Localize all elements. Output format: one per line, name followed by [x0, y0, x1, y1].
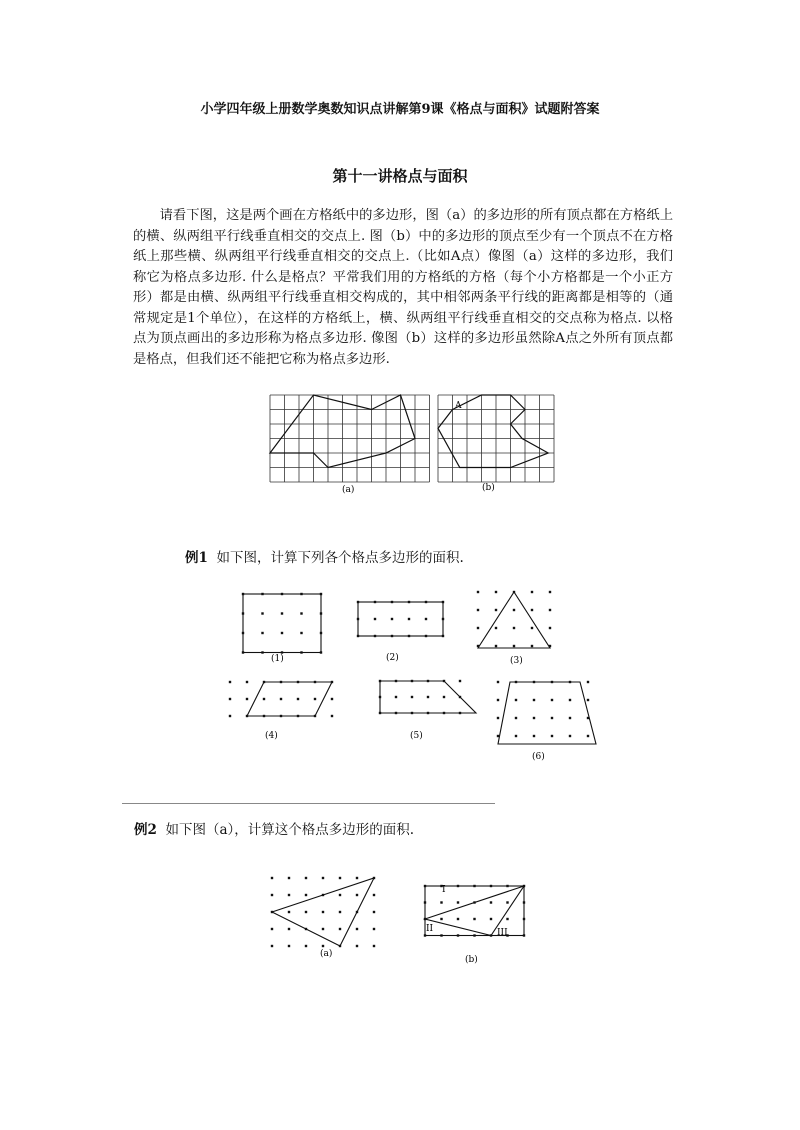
lattice-dot	[427, 696, 429, 698]
lattice-dot	[506, 901, 508, 903]
lattice-dot	[443, 696, 445, 698]
lattice-dot	[288, 945, 290, 947]
intro-figures	[262, 392, 562, 498]
caption-ex1-5: (5)	[410, 731, 423, 741]
lattice-dot	[513, 627, 515, 629]
lattice-dot	[531, 591, 533, 593]
example-1-label: 例1	[185, 550, 208, 566]
point-a-label: A	[455, 401, 462, 411]
lattice-dot	[288, 911, 290, 913]
lattice-dot	[515, 735, 517, 737]
caption-ex2-b: (b)	[465, 955, 478, 965]
lattice-dot	[373, 894, 375, 896]
lattice-dot	[551, 717, 553, 719]
lattice-dot	[305, 945, 307, 947]
lattice-dot	[569, 717, 571, 719]
lattice-dot	[300, 632, 302, 634]
example-1-heading	[185, 546, 464, 566]
lattice-dot	[495, 591, 497, 593]
lattice-dot	[261, 612, 263, 614]
lesson-title: 第十一讲格点与面积	[332, 167, 468, 185]
lattice-dot	[506, 918, 508, 920]
lattice-dot	[339, 911, 341, 913]
lattice-dot	[395, 696, 397, 698]
lattice-dot	[374, 618, 376, 620]
lattice-dot	[587, 735, 589, 737]
lattice-dot	[373, 928, 375, 930]
lattice-dot	[497, 699, 499, 701]
lattice-dot	[271, 928, 273, 930]
lattice-dot	[331, 698, 333, 700]
lattice-dot	[300, 612, 302, 614]
lattice-dot	[495, 609, 497, 611]
lattice-dot	[322, 928, 324, 930]
intro-paragraph: 请看下图，这是两个画在方格纸中的多边形，图（a）的多边形的所有顶点都在方格纸上的横、纵两组平行线垂直相交的交点上. 图（b）中的多边形的顶点至少有一个顶点不在方格纸上那些横、纵两组平行线垂直相交的交点上.（比如A点）像图（a）这样的多边形，我们称它为格点多边形. 什么是格点？平常我们用的方格纸的方格（每个小方格都是一个小正方形）都是由横、纵两组平行线垂直相交构成的，其中相邻两条平行线的距离都是相等的（通常规定是1个单位），在这样的方格纸上，横、纵两组平行线垂直相交的交点称为格点. 以格点为顶点画出的多边形称为格点多边形. 像图（b）这样的多边形虽然除A点之外所有顶点都是格点，但我们还不能把它称为格点多边形.	[133, 208, 673, 367]
lattice-dot	[411, 696, 413, 698]
lattice-dot	[551, 735, 553, 737]
lattice-dot	[457, 901, 459, 903]
lattice-dot	[513, 645, 515, 647]
document-header: 小学四年级上册数学奥数知识点讲解第9课《格点与面积》试题附答案	[200, 102, 600, 117]
lattice-dot	[531, 609, 533, 611]
lattice-dot	[490, 918, 492, 920]
lattice-dot	[261, 632, 263, 634]
example-1-figures	[220, 582, 610, 767]
example-2-label: 例2	[134, 822, 157, 838]
caption-ex1-6: (6)	[532, 752, 545, 762]
lattice-dot	[425, 618, 427, 620]
lattice-dot	[569, 699, 571, 701]
region-label-2: II	[426, 924, 434, 934]
lattice-dot	[549, 627, 551, 629]
caption-ex1-3: (3)	[510, 656, 523, 666]
lattice-dot	[281, 632, 283, 634]
lattice-dot	[322, 911, 324, 913]
lattice-dot	[331, 715, 333, 717]
lattice-dot	[477, 591, 479, 593]
lattice-dot	[477, 609, 479, 611]
caption-fig-a: (a)	[342, 485, 355, 495]
caption-ex1-1: (1)	[271, 654, 284, 664]
rectangle-shape-1	[243, 594, 321, 653]
lattice-dot	[391, 618, 393, 620]
example-1-text: 如下图，计算下列各个格点多边形的面积.	[216, 550, 464, 566]
lattice-dot	[356, 894, 358, 896]
lattice-dot	[408, 618, 410, 620]
lattice-dot	[587, 681, 589, 683]
example-2-figures	[265, 868, 550, 968]
lattice-dot	[305, 894, 307, 896]
lattice-dot	[495, 645, 497, 647]
lattice-dot	[473, 918, 475, 920]
lattice-dot	[339, 928, 341, 930]
lattice-dot	[229, 698, 231, 700]
lattice-dot	[297, 698, 299, 700]
lattice-dot	[533, 699, 535, 701]
lattice-dot	[373, 911, 375, 913]
lattice-dot	[356, 928, 358, 930]
lattice-dot	[281, 612, 283, 614]
lattice-dot	[495, 627, 497, 629]
example-2-heading	[134, 818, 414, 838]
lattice-dot	[263, 698, 265, 700]
lattice-dot	[477, 627, 479, 629]
lattice-dot	[271, 894, 273, 896]
lattice-dot	[513, 609, 515, 611]
lattice-dot	[549, 609, 551, 611]
lattice-dot	[280, 698, 282, 700]
lattice-dot	[440, 918, 442, 920]
lattice-dot	[288, 894, 290, 896]
lattice-dot	[533, 735, 535, 737]
lattice-dot	[314, 698, 316, 700]
lattice-dot	[339, 877, 341, 879]
caption-ex2-a: (a)	[320, 949, 333, 959]
lattice-dot	[356, 877, 358, 879]
triangle-shape-3	[478, 592, 550, 648]
lattice-dot	[490, 901, 492, 903]
grid-figure-a	[270, 395, 430, 482]
lattice-dot	[457, 918, 459, 920]
lattice-dot	[339, 894, 341, 896]
lattice-dot	[440, 901, 442, 903]
lattice-dot	[549, 591, 551, 593]
lattice-dot	[515, 699, 517, 701]
lattice-dot	[271, 945, 273, 947]
lattice-dot	[246, 681, 248, 683]
caption-fig-b: (b)	[482, 483, 495, 493]
lattice-dot	[322, 877, 324, 879]
lattice-dot	[533, 717, 535, 719]
region-label-3: III	[497, 928, 508, 938]
lattice-dot	[569, 735, 571, 737]
example-2-text: 如下图（a），计算这个格点多边形的面积.	[165, 822, 415, 838]
lattice-dot	[587, 699, 589, 701]
lattice-dot	[459, 680, 461, 682]
lattice-dot	[531, 645, 533, 647]
lattice-dot	[229, 681, 231, 683]
lattice-dot	[531, 627, 533, 629]
bounding-rectangle-ex2-b	[425, 886, 524, 936]
section-divider	[122, 803, 495, 804]
lattice-dot	[356, 945, 358, 947]
lattice-dot	[229, 715, 231, 717]
caption-ex1-2: (2)	[386, 653, 399, 663]
lattice-dot	[305, 877, 307, 879]
lattice-dot	[322, 945, 324, 947]
lattice-polygon-ex2-b	[425, 886, 524, 936]
lattice-dot	[305, 911, 307, 913]
lattice-dot	[497, 681, 499, 683]
lattice-dot	[246, 698, 248, 700]
lattice-dot	[515, 717, 517, 719]
lattice-dot	[373, 945, 375, 947]
trapezoid-shape-6	[498, 682, 596, 744]
lattice-dot	[288, 877, 290, 879]
parallelogram-shape-4	[247, 682, 332, 716]
lattice-dot	[271, 877, 273, 879]
lattice-dot	[497, 717, 499, 719]
region-label-1: I	[442, 885, 446, 895]
caption-ex1-4: (4)	[265, 731, 278, 741]
lattice-dot	[551, 699, 553, 701]
rectangle-shape-2	[358, 602, 443, 636]
lattice-dot	[288, 928, 290, 930]
